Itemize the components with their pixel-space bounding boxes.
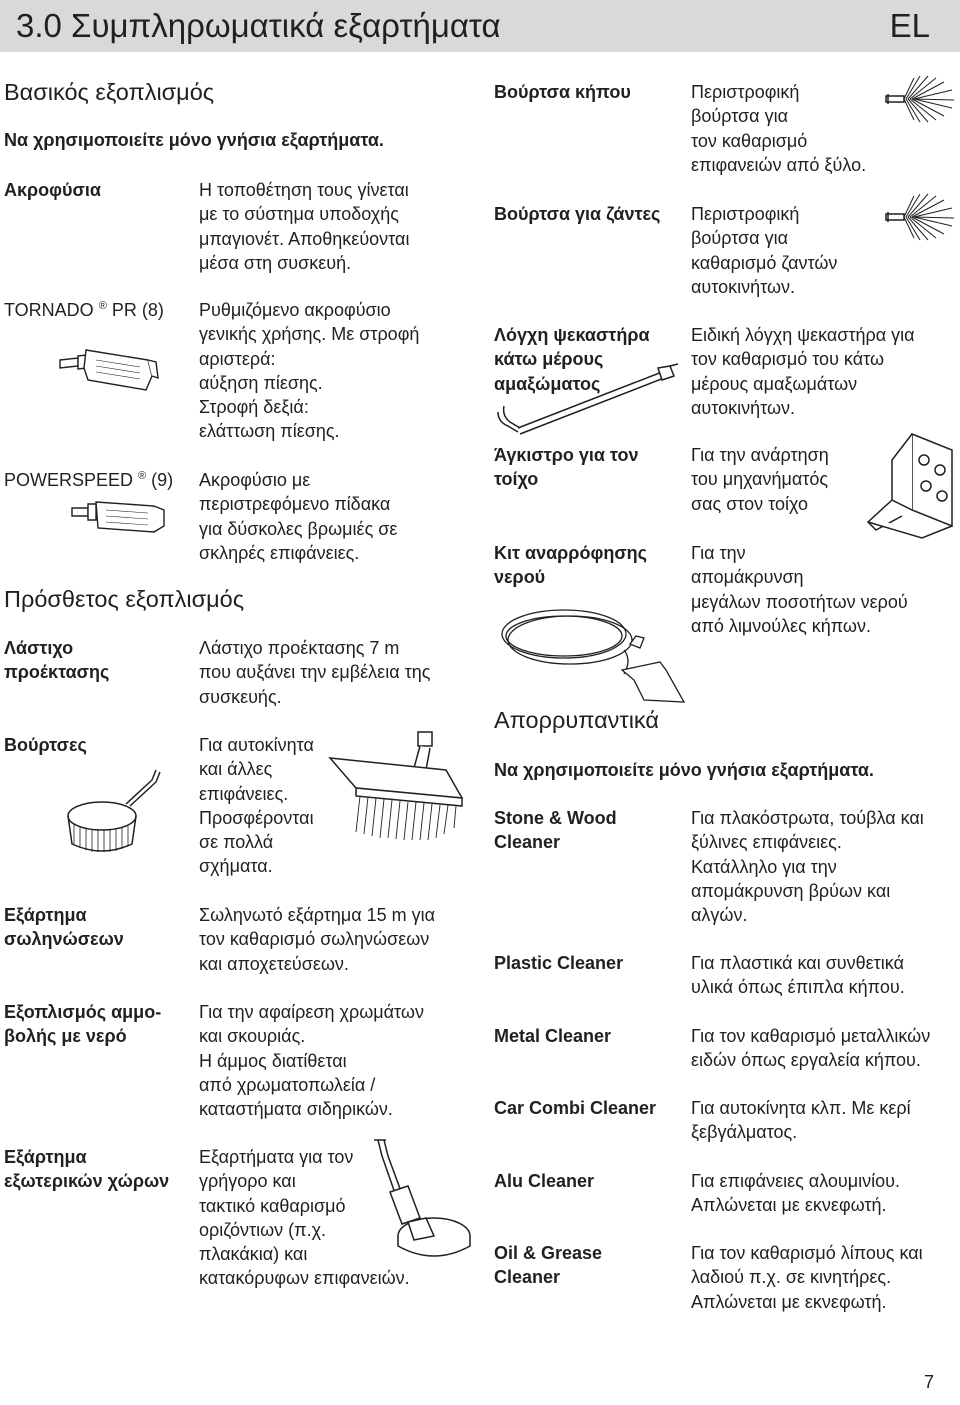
suction-kit-label: Κιτ αναρρόφησης νερού: [494, 543, 647, 588]
pipe-cleaning-description: Σωληνωτό εξάρτημα 15 m για τον καθαρισμό σωληνώσεων και αποχετεύσεων.: [199, 905, 436, 974]
underbody-lance-description: Ειδική λόγχη ψεκαστήρα για τον καθαρισμό του κάτω μέρους αμαξωμάτων αυτοκινήτων.: [691, 325, 915, 418]
car-combi-cleaner-description: Για αυτοκίνητα κλπ. Με κερί ξεβγάλματος.: [691, 1098, 911, 1143]
wall-bracket-description: Για την ανάρτηση του μηχανήματός σας στον τοίχο: [691, 445, 829, 514]
basic-equipment-note: Να χρησιμοποιείτε μόνο γνήσια εξαρτήματα.: [4, 130, 384, 150]
detergents-heading: Απορρυπαντικά: [494, 707, 659, 733]
extension-hose-description: Λάστιχο προέκτασης 7 m που αυξάνει την εμβέλεια της συσκευής.: [199, 638, 431, 707]
extension-hose-label: Λάστιχο προέκτασης: [4, 638, 110, 683]
rim-brush-illustration: [884, 192, 956, 242]
patio-cleaner-illustration: [368, 1136, 474, 1266]
garden-brush-description: Περιστροφική βούρτσα για τον καθαρισμό επιφανειών από ξύλο.: [691, 82, 867, 175]
tornado-nozzle-illustration: [56, 346, 160, 392]
metal-cleaner-label: Metal Cleaner: [494, 1026, 612, 1046]
brushes-label: Βούρτσες: [4, 735, 87, 755]
stone-wood-cleaner-description: Για πλακόστρωτα, τούβλα και ξύλινες επιφάνειες. Κατάλληλο για την απομάκρυνση βρύων και αλγών.: [691, 808, 924, 926]
basic-equipment-heading: Βασικός εξοπλισμός: [4, 79, 215, 105]
rotating-brush-illustration: [60, 766, 170, 856]
tornado-label: TORNADO ® PR (8): [4, 300, 164, 320]
metal-cleaner-description: Για τον καθαρισμό μεταλλικών ειδών όπως εργαλεία κήπου.: [691, 1026, 931, 1071]
plastic-cleaner-description: Για πλαστικά και συνθετικά υλικά όπως έπιπλα κήπου.: [691, 953, 905, 998]
car-combi-cleaner-label: Car Combi Cleaner: [494, 1098, 657, 1118]
suction-kit-description: Για την απομάκρυνση μεγάλων ποσοτήτων νερού από λιμνούλες κήπων.: [691, 543, 908, 636]
rim-brush-label: Βούρτσα για ζάντες: [494, 204, 661, 224]
pipe-cleaning-label: Εξάρτημα σωληνώσεων: [4, 905, 124, 950]
alu-cleaner-label: Alu Cleaner: [494, 1171, 595, 1191]
wash-brush-illustration: [326, 728, 468, 846]
underbody-lance-label: Λόγχη ψεκαστήρα κάτω μέρους αμαξώματος: [494, 325, 650, 394]
wall-bracket-illustration: [862, 430, 958, 540]
oil-grease-cleaner-description: Για τον καθαρισμό λίπους και λαδιού π.χ. σε κινητήρες. Απλώνεται με εκνεφωτή.: [691, 1243, 923, 1312]
page-title: 3.0 Συμπληρωματικά εξαρτήματα: [16, 7, 501, 44]
wet-sandblasting-label: Εξοπλισμός αμμο- βολής με νερό: [4, 1002, 162, 1047]
powerspeed-description: Ακροφύσιο με περιστρεφόμενο πίδακα για δύσκολες βρωμιές σε σκληρές επιφάνειες.: [199, 470, 398, 563]
patio-cleaner-description: Εξαρτήματα για τον γρήγορο και τακτικό καθαρισμό οριζόντιων (π.χ. πλακάκια) και κατακόρυφων επιφανειών.: [199, 1147, 410, 1289]
extra-equipment-heading: Πρόσθετος εξοπλισμός: [4, 586, 245, 612]
brushes-description: Για αυτοκίνητα και άλλες επιφάνειες. Προσφέρονται σε πολλά σχήματα.: [199, 735, 314, 877]
powerspeed-label: POWERSPEED ® (9): [4, 470, 174, 490]
rim-brush-description: Περιστροφική βούρτσα για καθαρισμό ζαντών αυτοκινήτων.: [691, 204, 838, 297]
garden-brush-label: Βούρτσα κήπου: [494, 82, 631, 102]
underbody-lance-illustration: [494, 362, 680, 444]
nozzles-label: Ακροφύσια: [4, 180, 101, 200]
garden-brush-illustration: [884, 74, 956, 124]
suction-kit-illustration: [494, 600, 690, 706]
wet-sandblasting-description: Για την αφαίρεση χρωμάτων και σκουριάς. Η άμμος διατίθεται από χρωματοπωλεία / καταστήματα σιδηρικών.: [199, 1002, 424, 1120]
alu-cleaner-description: Για επιφάνειες αλουμινίου. Απλώνεται με εκνεφωτή.: [691, 1171, 901, 1216]
detergents-note: Να χρησιμοποιείτε μόνο γνήσια εξαρτήματα.: [494, 760, 874, 780]
wall-bracket-label: Άγκιστρο για τον τοίχο: [494, 445, 639, 490]
nozzles-description: Η τοποθέτηση τους γίνεται με το σύστημα υποδοχής μπαγιονέτ. Αποθηκεύονται μέσα στη συσκευή.: [199, 180, 410, 273]
tornado-description: Ρυθμιζόμενο ακροφύσιο γενικής χρήσης. Με στροφή αριστερά: αύξηση πίεσης. Στροφή δεξιά: ελάττωση πίεσης.: [199, 300, 420, 442]
language-code: EL: [889, 7, 930, 44]
oil-grease-cleaner-label: Oil & Grease Cleaner: [494, 1243, 603, 1288]
stone-wood-cleaner-label: Stone & Wood Cleaner: [494, 808, 617, 853]
patio-cleaner-label: Εξάρτημα εξωτερικών χώρων: [4, 1147, 170, 1192]
plastic-cleaner-label: Plastic Cleaner: [494, 953, 624, 973]
page-number: 7: [923, 1372, 934, 1392]
powerspeed-nozzle-illustration: [68, 496, 168, 538]
